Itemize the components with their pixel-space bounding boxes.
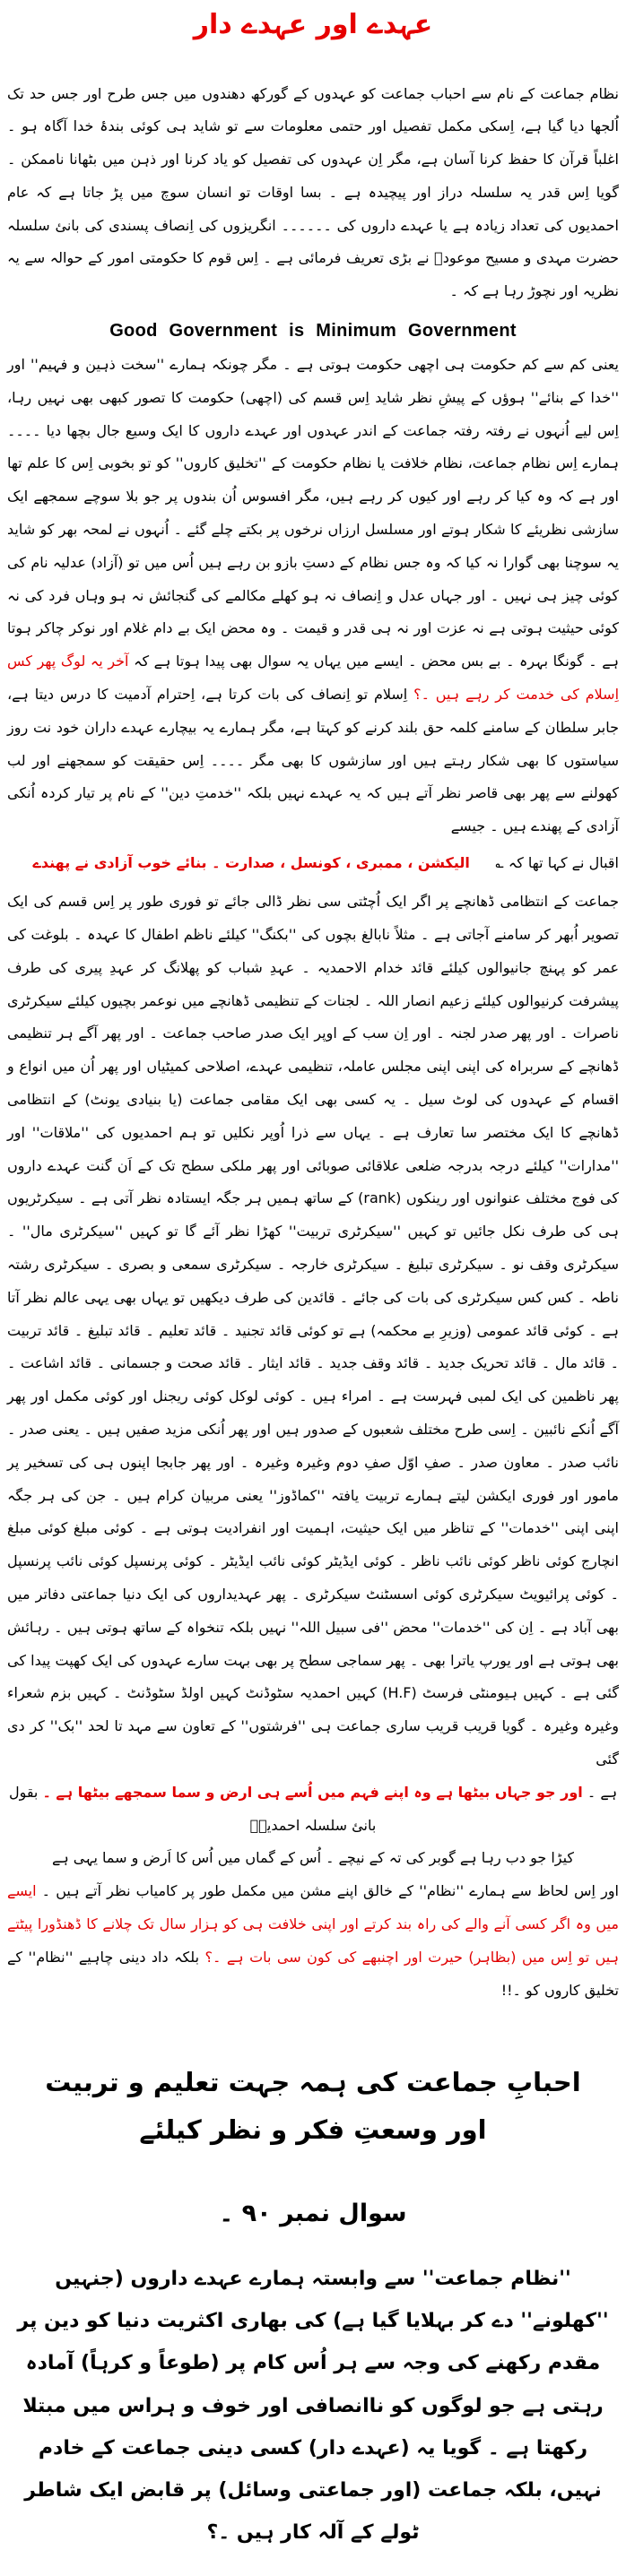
paragraph-text-black: اِسلام تو اِنصاف کی بات کرتا ہے، اِحترام آدمیت کا درس دیتا ہے، جابر سلطان کے سامنے کلمہ حق بلند کرنے کو کہتا ہے، مگر ہمارے یہ بیچارے عہدے داران خود نت روز سیاستوں کا بھی شکار رہتے ہیں اور سازشوں کا بھی مگر ۔۔۔۔ اِس حقیقت کو سمجھنے اور لب کھولنے سے پھر بھی قاصر نظر آتے ہیں کہ یہ عہدے نہیں بلکہ ''خدمتِ دین'' کے نام پر تیار کردہ اُنکی آزادی کے پھندے ہیں ۔ جیسے xyxy=(7,686,619,835)
red-center-line xyxy=(7,1776,619,1843)
paragraph-text-black: یعنی کم سے کم حکومت ہی اچھی حکومت ہوتی ہے ۔ مگر چونکہ ہمارے ''سخت ذہین و فہیم'' اور ''خدا کے بنائے'' ہوؤں کے پیشِ نظر شاید اِس قسم کی (اچھی) حکومت کا تصور کبھی بھی نہیں رہا، اِس لیے اُنہوں نے رفتہ رفتہ جماعت کے اندر عہدوں اور عہدے داروں کا ایک وسیع جال بچھا دیا ۔۔۔۔ ہمارے اِس نظام جماعت، نظام خلافت یا نظام حکومت کے ''تخلیق کاروں'' کو تو بخوبی اِس کا علم تھا اور ہے کہ وہ کیا کر رہے اور کیوں کر رہے ہیں، مگر افسوس اُن بندوں پر جو بلا سوچے سمجھے ایک سازشی نظریئے کا شکار ہوتے اور مسلسل ارزاں نرخوں پر بکتے چلے گئے ۔ اُنہوں نے لمحہ بھر کو شاید یہ سوچنا بھی گوارا نہ کیا کہ وہ جس نظام کے دستِ بازو بن رہے ہیں اُس میں تو (آزاد) عدلیہ نام کی کوئی چیز ہی نہیں ۔ اور جہاں عدل و اِنصاف نہ ہو کھلے مکالمے کی گنجائش نہ ہو وہاں فرد کی نہ کوئی حیثیت ہوتی ہے نہ عزت اور نہ ہی قدر و قیمت ۔ وہ محض ایک بے دام غلام اور نوکر چاکر ہوتا ہے ۔ گونگا بہرہ ۔ بے بس محض ۔ ایسے میں یہاں یہ سوال بھی پیدا ہوتا ہے کہ xyxy=(7,356,620,670)
iqbal-verse-line xyxy=(7,847,619,878)
english-heading: Good Government is Minimum Government xyxy=(109,321,517,341)
question-number: سوال نمبر ۹۰ ۔ xyxy=(219,2199,407,2227)
red-statement: اور جو جہاں بیٹھا ہے وہ اپنے فہم میں اُسے ہی ارض و سما سمجھے بیٹھا ہے ۔ xyxy=(42,1783,583,1801)
government-paragraph xyxy=(7,349,619,843)
red-remark: ایسے میں وہ اگر کسی آنے والے کی راہ بند کرتے اور اپنی خلافت ہی کو ہزار سال تک چلانے کا ڈھنڈورا پیٹتے ہیں تو اِس میں (بظاہر) حیرت اور اچنبھے کی کون سی بات ہے ۔؟ xyxy=(7,1882,620,1966)
question-paragraph: ''نظام جماعت'' سے وابستہ ہمارے عہدے داروں (جنہیں ''کھلونے'' دے کر بہلایا گیا ہے) کی بھاری اکثریت دنیا کو دین پر مقدم رکھنے کی وجہ سے ہر اُس کام پر (طوعاً و کرہاً) آمادہ رہتی ہے جو لوگوں کو ناانصافی اور خوف و ہراس میں مبتلا رکھتا ہے ۔ گویا یہ (عہدے دار) کسی دینی جماعت کے خادم نہیں، بلکہ جماعت (اور جماعتی وسائل) پر قابض ایک شاطر ٹولے کے آلہ کار ہیں ۔؟ xyxy=(17,2267,609,2545)
section-heading: احبابِ جماعت کی ہمہ جہت تعلیم و تربیت اور وسعتِ فکر و نظر کیلئے xyxy=(45,2067,581,2145)
paragraph-text-black: بلکہ داد دینی چاہیے ''نظام'' کے تخلیق کاروں کو ۔!! xyxy=(7,1948,619,1999)
red-question-phrase: آخر یہ لوگ پھر کس اِسلام کی خدمت کر رہے ہیں ۔؟ xyxy=(7,653,620,704)
page-title: عہدے اور عہدے دار xyxy=(193,9,433,40)
intro-paragraph: نظام جماعت کے نام سے احباب جماعت کو عہدوں کے گورکھ دھندوں میں جس طرح اور جس حد تک اُلجھا دیا گیا ہے، اِسکی مکمل تفصیل اور حتمی معلومات سے تو شاید ہی کوئی بندۂ خدا آگاہ ہو ۔ اغلباً قرآن کا حفظ کرنا آسان ہے، مگر اِن عہدوں کی تفصیل کو یاد کرنا اور ذہن میں بٹھانا ناممکن ۔ گویا اِس قدر یہ سلسلہ دراز اور پیچیدہ ہے ۔ بسا اوقات تو انسان سوچ میں پڑ جاتا ہے کہ عام احمدیوں کی تعداد زیادہ ہے یا عہدے داروں کی ۔۔۔۔۔۔ انگریزوں کی اِنصاف پسندی کی بانئ سلسلہ حضرت مہدی و مسیح موعودؑ نے بڑی تعریف فرمائی ہے ۔ اِس قوم کا حکومتی امور کے حوالہ سے یہ نظریہ اور نچوڑ رہا ہے کہ ۔ xyxy=(7,84,619,300)
iqbal-verse: الیکشن ، ممبری ، کونسل ، صدارت ۔ بنائے خوب آزادی نے پھندے xyxy=(32,854,470,872)
paragraph-text-black: اور اِس لحاظ سے ہمارے ''نظام'' کے خالق اپنے مشن میں مکمل طور پر کامیاب نظر آتے ہیں ۔ xyxy=(36,1882,619,1900)
verse-intro: اقبال نے کہا تھا کہ ؎ xyxy=(495,854,619,872)
structure-paragraph xyxy=(7,886,619,1776)
couplet: کیڑا جو دب رہا ہے گوبر کی تہ کے نیچے ۔ اُس کے گماں میں اُس کا اَرض و سما یہی ہے xyxy=(51,1849,575,1867)
line-text-black: بقول بانئ سلسلہ احمدیہؑ xyxy=(8,1783,377,1834)
line-text-black: ہے ۔ xyxy=(582,1783,618,1801)
conclusion-paragraph xyxy=(7,1875,619,2007)
paragraph-text-black: جماعت کے انتظامی ڈھانچے پر اگر ایک اُچٹتی سی نظر ڈالی جائے تو فوری طور پر اِس قسم کی ایک تصویر اُبھر کر سامنے آجاتی ہے ۔ مثلاً نابالغ بچوں کی ''بکنگ'' کیلئے ناظم اطفال کا عہدہ ۔ بلوغت کی عمر کو پہنچ جانیوالوں کیلئے قائد خدام الاحمدیہ ۔ عہدِ شباب کو پھلانگ کر عہدِ پیری کی طرف پیشرفت کرنیوالوں کیلئے زعیم انصار اللہ ۔ لجنات کے تنظیمی ڈھانچے میں نوعمر بچیوں کیلئے سیکرٹری ناصرات ۔ اور پھر صدر لجنہ ۔ اور اِن سب کے اوپر ایک صدر صاحب جماعت ۔ اور پھر آگے ہر تنظیمی ڈھانچے کے سربراہ کی اپنی اپنی مجلس عاملہ، تنظیمی عہدے، اصلاحی کمیٹیاں اور پھر اُن میں انواع و اقسام کے عہدوں کی لوٹ سیل ۔ یہ کسی بھی ایک مقامی جماعت (یا بنیادی یونٹ) کے انتظامی ڈھانچے کا ایک مختصر سا تعارف ہے ۔ یہاں سے ذرا اُوپر نکلیں تو ہم احمدیوں کی ''ملاقات'' اور ''مدارات'' کیلئے درجہ بدرجہ ضلعی علاقائی صوبائی اور پھر ملکی سطح تک کے اَن گنت عہدے داروں کی فوج مختلف عنوانوں اور رینکوں (rank) کے ساتھ ہمیں ہر جگہ ایستادہ نظر آتی ہے ۔ سیکرٹریوں ہی کی طرف نکل جائیں تو کہیں ''سیکرٹری تربیت'' کھڑا نظر آئے گا تو کہیں ''سیکرٹری مال'' ۔ سیکرٹری وقف نو ۔ سیکرٹری تبلیغ ۔ سیکرٹری خارجہ ۔ سیکرٹری سمعی و بصری ۔ سیکرٹری رشتہ ناطہ ۔ کس کس سیکرٹری کی بات کی جائے ۔ قائدین کی طرف دیکھیں تو یہاں بھی یہی عالم نظر آتا ہے ۔ کوئی قائد عمومی (وزیرِ بے محکمہ) ہے تو کوئی قائد تجنید ۔ قائد تعلیم ۔ قائد تبلیغ ۔ قائد تربیت ۔ قائد مال ۔ قائد تحریک جدید ۔ قائد وقف جدید ۔ قائد ایثار ۔ قائد صحت و جسمانی ۔ قائد اشاعت ۔ پھر ناظمین کی ایک لمبی فہرست ہے ۔ امراء ہیں ۔ کوئی لوکل کوئی ریجنل اور کوئی مکمل اور پھر آگے اُنکے نائبین ۔ اِسی طرح مختلف شعبوں کے صدور ہیں اور پھر اُنکی مزید صفیں ہیں ۔ یعنی صدر ۔ نائب صدر ۔ معاون صدر ۔ صفِ اوّل صفِ دوم وغیرہ وغیرہ ۔ اور پھر جابجا اپنوں ہی کی تسخیر پر مامور اور فوری ایکشن لیتے ہمارے تربیت یافتہ ''کماڈوز'' یعنی مربیان کرام ہیں ۔ جن کی ہر جگہ اپنی اپنی ''خدمات'' کے تناظر میں ایک حیثیت، اہمیت اور انفرادیت ہوتی ہے ۔ کوئی مبلغ کوئی مبلغ انچارج کوئی ناظر کوئی نائب ناظر ۔ کوئی ایڈیٹر کوئی نائب ایڈیٹر ۔ کوئی پرنسپل کوئی نائب پرنسپل ۔ کوئی پرائیویٹ سیکرٹری کوئی اسسٹنٹ سیکرٹری ۔ پھر عہدیداروں کی ایک دنیا جماعتی دفاتر میں بھی آباد ہے ۔ اِن کی ''خدمات'' محض ''فی سبیل اللہ'' نہیں بلکہ تنخواہ کے ساتھ ہوتی ہیں ۔ رہائش بھی ہوتی ہے اور یورپ یاترا بھی ۔ پھر سماجی سطح پر بھی بہت سارے عہدوں کی ایک کھپت پیدا کی گئی ہے ۔ کہیں ہیومنٹی فرسٹ (H.F) کہیں احمدیہ سٹوڈنٹ کہیں اولڈ سٹوڈنٹ ۔ کہیں بزم شعراء وغیرہ وغیرہ ۔ گویا قریب قریب ساری جماعت ہی ''فرشتوں'' کے تعاون سے مہد تا لحد ''بک'' کر دی گئی xyxy=(7,893,620,1768)
